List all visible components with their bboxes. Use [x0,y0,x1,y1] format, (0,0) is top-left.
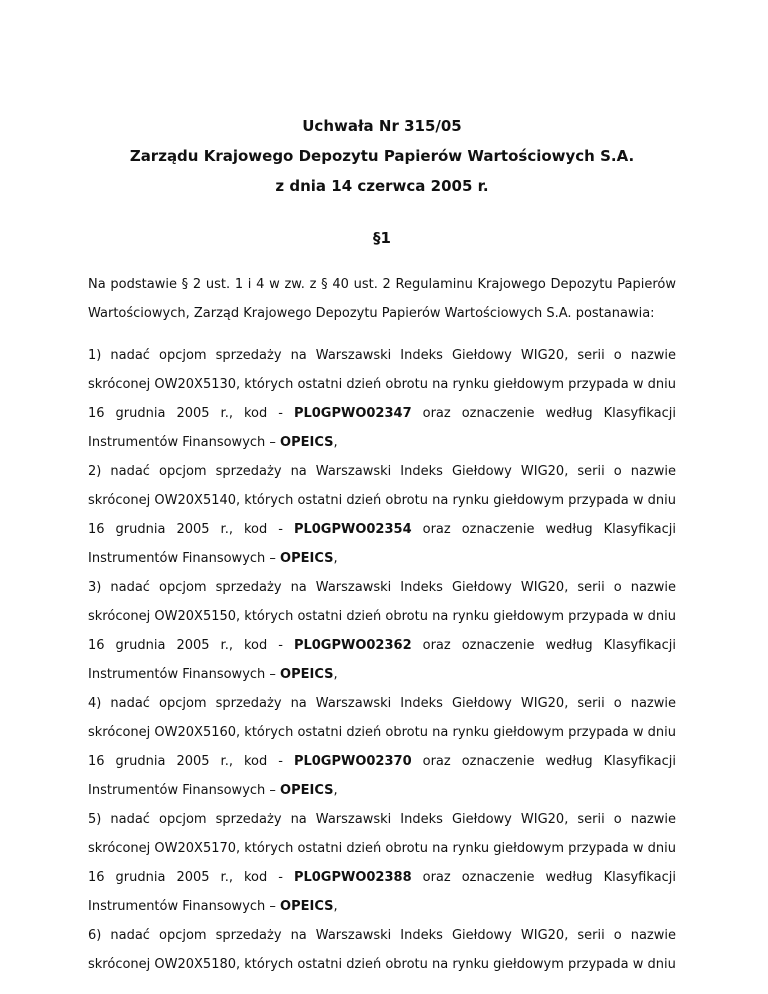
isin-code: PL0GPWO02347 [293,406,412,421]
item-text: oraz oznaczenie według Klasyfikacji Instrumentów Finansowych – [88,522,676,566]
list-item [88,689,676,805]
cfi-code: OPEICS [280,435,334,450]
item-text: 1) nadać opcjom sprzedaży na Warszawski Indeks Giełdowy WIG20, serii o nazwie skróconej OW20X5130, których ostatni dzień obrotu na rynku giełdowym przypada w dniu 16 grudnia 2005 r., kod - [88,348,676,421]
intro-paragraph: Na podstawie § 2 ust. 1 i 4 w zw. z § 40 ust. 2 Regulaminu Krajowego Depozytu Papierów Wartościowych, Zarząd Krajowego Depozytu Papierów Wartościowych S.A. postanawia: [88,277,676,321]
item-suffix: , [333,551,338,566]
issuing-body: Zarządu Krajowego Depozytu Papierów Wartościowych S.A. [129,147,635,165]
document-page [88,0,676,994]
list-item [88,457,676,573]
item-text: 4) nadać opcjom sprzedaży na Warszawski Indeks Giełdowy WIG20, serii o nazwie skróconej OW20X5160, których ostatni dzień obrotu na rynku giełdowym przypada w dniu 16 grudnia 2005 r., kod - [88,696,676,769]
item-suffix: , [333,667,338,682]
section-mark: §1 [373,229,391,247]
isin-code: PL0GPWO02354 [293,522,412,537]
isin-code: PL0GPWO02388 [293,870,412,885]
item-text: oraz oznaczenie według Klasyfikacji Instrumentów Finansowych – [88,870,676,914]
list-item [88,573,676,689]
item-suffix: , [333,435,338,450]
list-item [88,921,676,979]
cfi-code: OPEICS [280,899,334,914]
list-item [88,805,676,921]
isin-code: PL0GPWO02362 [293,638,412,653]
item-text: oraz oznaczenie według Klasyfikacji Instrumentów Finansowych – [88,754,676,798]
item-text: oraz oznaczenie według Klasyfikacji Instrumentów Finansowych – [88,638,676,682]
resolution-date: z dnia 14 czerwca 2005 r. [275,177,489,195]
resolution-number: Uchwała Nr 315/05 [302,117,462,135]
item-text: 2) nadać opcjom sprzedaży na Warszawski Indeks Giełdowy WIG20, serii o nazwie skróconej OW20X5140, których ostatni dzień obrotu na rynku giełdowym przypada w dniu 16 grudnia 2005 r., kod - [88,464,676,537]
item-text: oraz oznaczenie według Klasyfikacji Instrumentów Finansowych – [88,406,676,450]
cfi-code: OPEICS [280,551,334,566]
item-text: 3) nadać opcjom sprzedaży na Warszawski Indeks Giełdowy WIG20, serii o nazwie skróconej OW20X5150, których ostatni dzień obrotu na rynku giełdowym przypada w dniu 16 grudnia 2005 r., kod - [88,580,676,653]
list-item [88,341,676,457]
item-suffix: , [333,899,338,914]
items-list [88,341,676,979]
item-suffix: , [333,783,338,798]
item-text: 5) nadać opcjom sprzedaży na Warszawski Indeks Giełdowy WIG20, serii o nazwie skróconej OW20X5170, których ostatni dzień obrotu na rynku giełdowym przypada w dniu 16 grudnia 2005 r., kod - [88,812,676,885]
item-text: 6) nadać opcjom sprzedaży na Warszawski Indeks Giełdowy WIG20, serii o nazwie skróconej OW20X5180, których ostatni dzień obrotu na rynku giełdowym przypada w dniu [88,928,676,972]
isin-code: PL0GPWO02370 [293,754,412,769]
cfi-code: OPEICS [280,783,334,798]
cfi-code: OPEICS [280,667,334,682]
